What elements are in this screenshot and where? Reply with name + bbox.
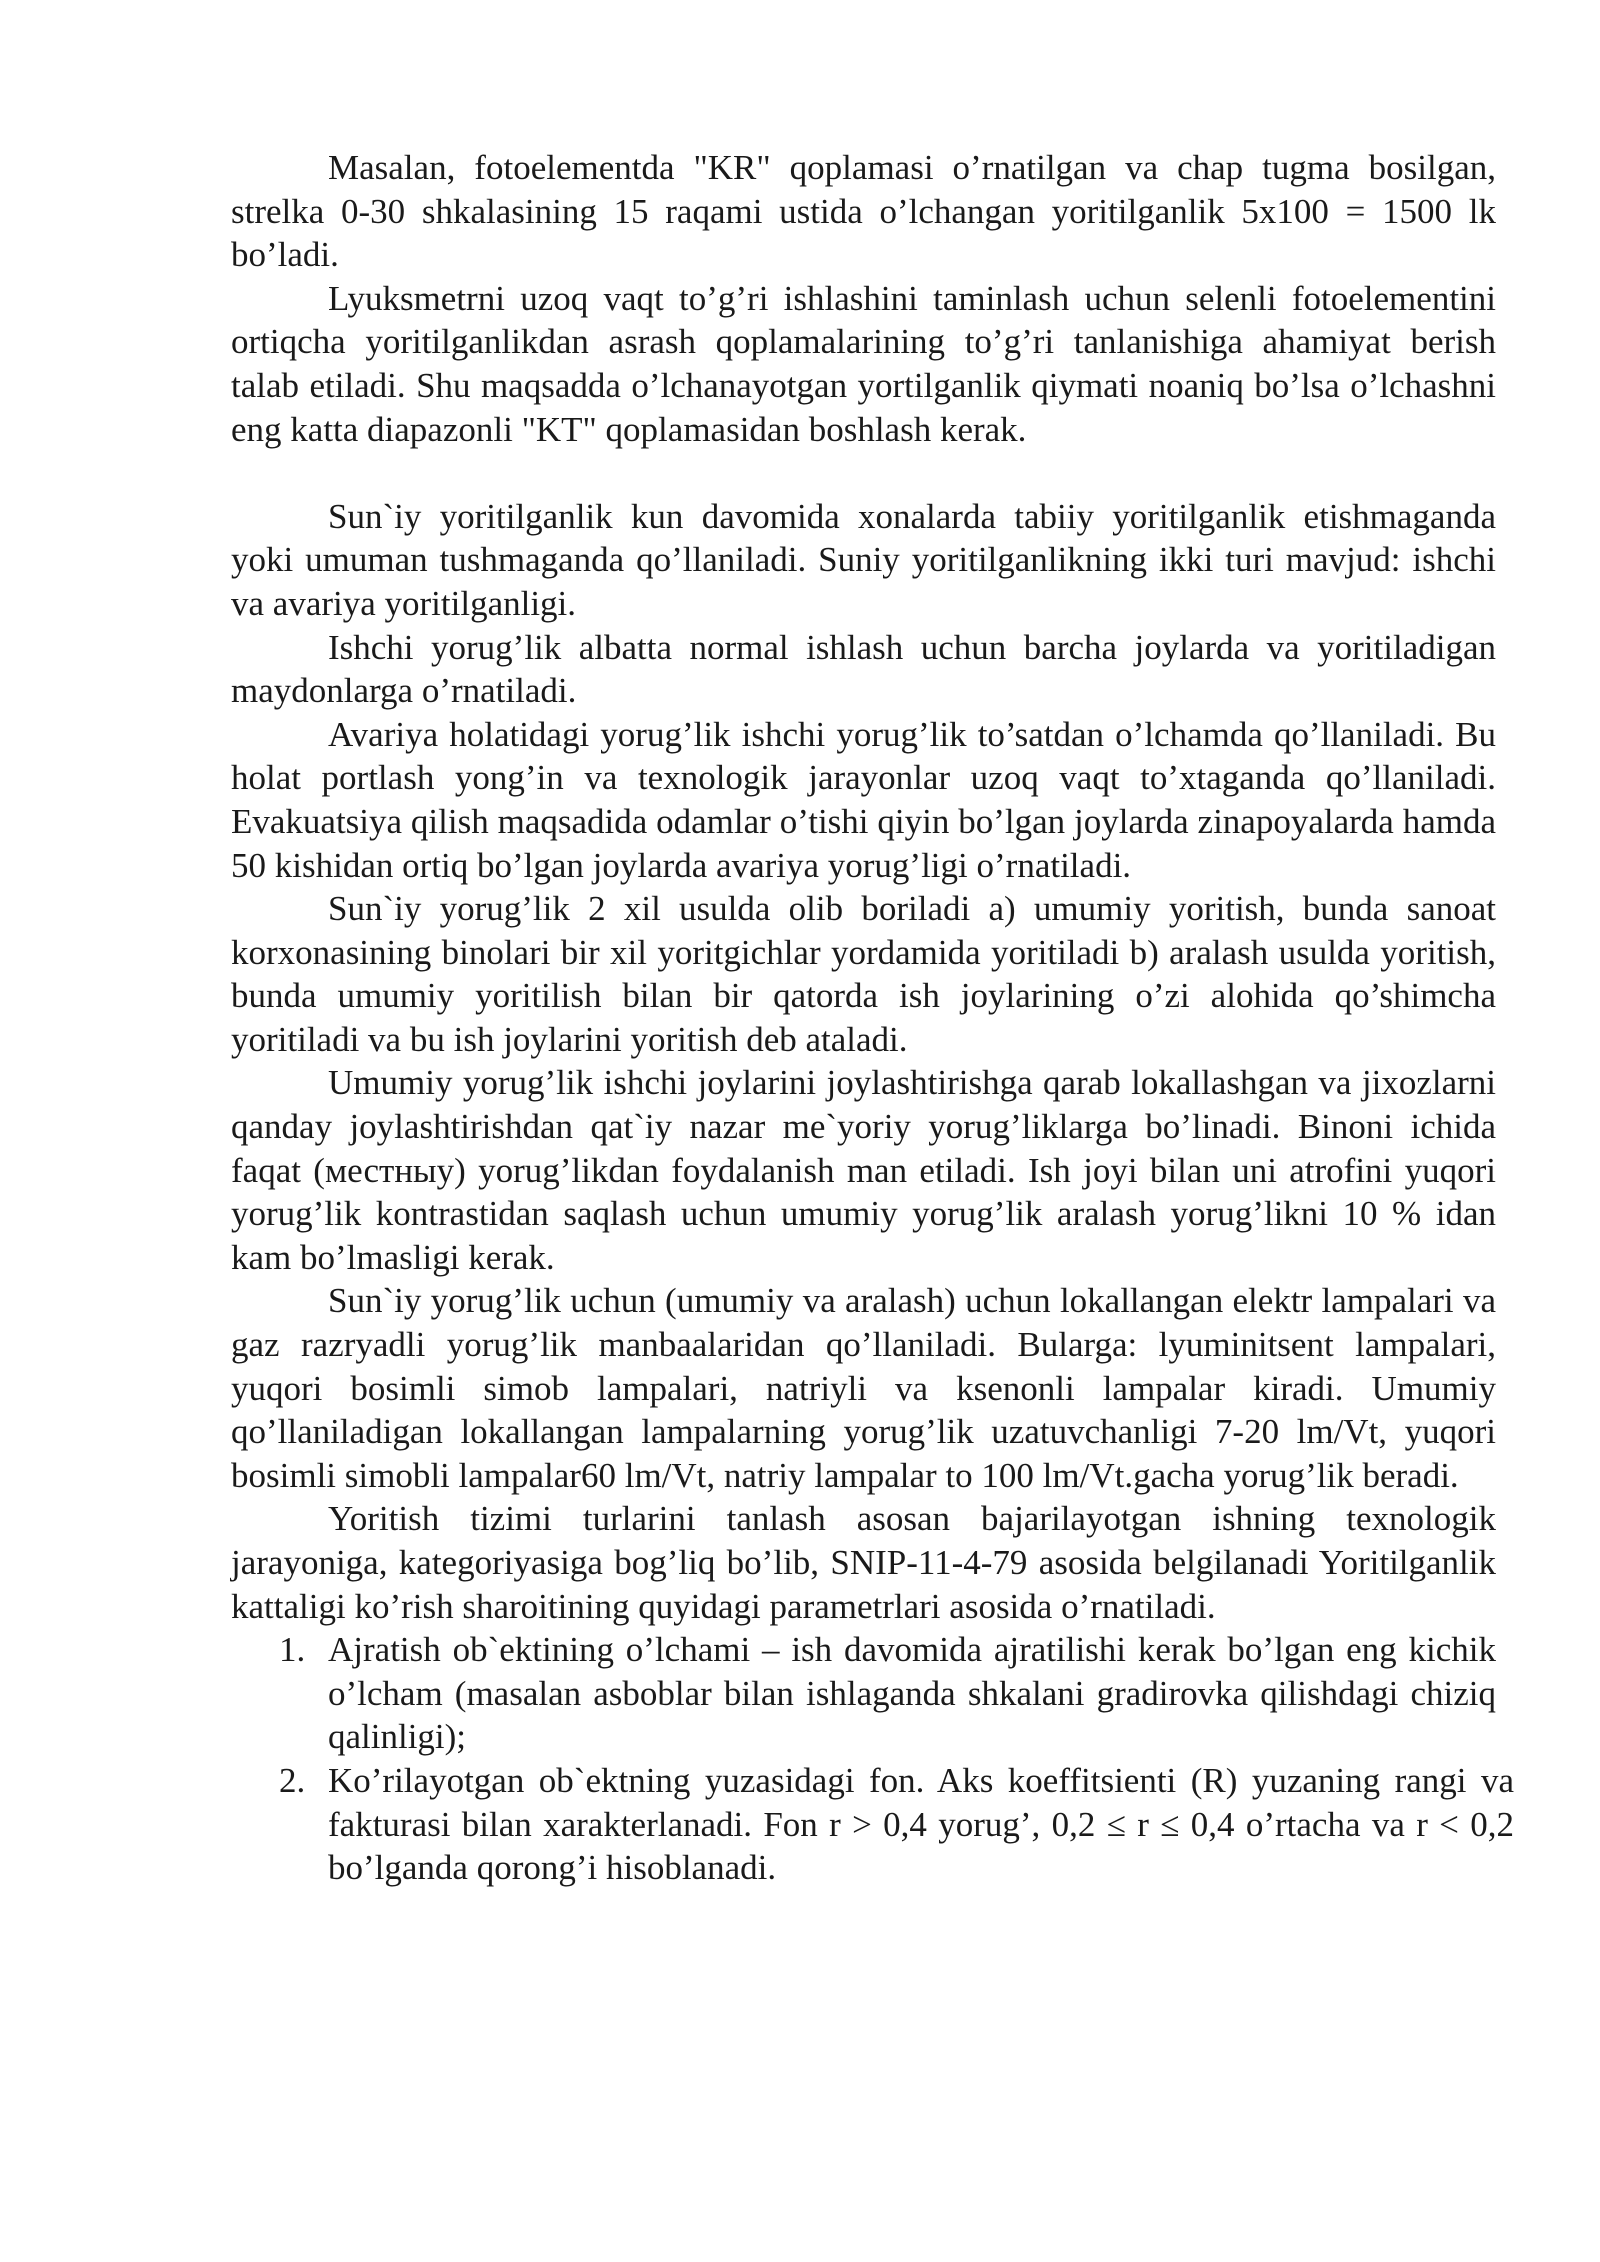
paragraph-luxmeter-care: Lyuksmetrni uzoq vaqt to’g’ri ishlashini taminlash uchun selenli fotoelementini ortiqcha yoritilganlikdan asrash qoplamalarining to’g’ri tanlanishiga ahamiyat berish talab etiladi. Shu maqsadda o’lchanayotgan yortilganlik qiymati noaniq bo’lsa o’lchashni eng katta diapazonli "KT" qoplamasidan boshlash kerak.	[231, 278, 1496, 449]
paragraph-general-lighting: Umumiy yorug’lik ishchi joylarini joylashtirishga qarab lokallashgan va jixozlarni qanday joylashtirishdan qat`iy nazar me`yoriy yorug’liklarga bo’linadi. Binoni ichida faqat (местныy) yorug’likdan foydalanish man etiladi. Ish joyi bilan uni atrofini yuqori yorug’lik kontrastidan saqlash uchun umumiy yorug’lik aralash yorug’likni 10 % idan kam bo’lmasligi kerak.	[231, 1063, 1496, 1277]
list-item	[231, 1759, 1514, 1890]
list-item	[231, 1628, 1496, 1759]
paragraph-lamp-types: Sun`iy yorug’lik uchun (umumiy va aralash) uchun lokallangan elektr lampalari va gaz razryadli yorug’lik manbaalaridan qo’llaniladi. Bularga: lyuminitsent lampalari, yuqori bosimli simob lampalari, natriyli va ksenonli lampalar kiradi. Umumiy qo’llaniladigan lokallangan lampalarning yorug’lik uzatuvchanligi 7-20 lm/Vt, yuqori bosimli simobli lampalar60 lm/Vt, natriy lampalar to 100 lm/Vt.gacha yorug’lik beradi.	[231, 1281, 1496, 1495]
paragraph-working-light: Ishchi yorug’lik albatta normal ishlash uchun barcha joylarda va yoritiladigan maydonlarga o’rnatiladi.	[231, 627, 1496, 711]
list-item-number: 2.	[279, 1760, 306, 1800]
paragraph-system-selection: Yoritish tizimi turlarini tanlash asosan bajarilayotgan ishning texnologik jarayoniga, kategoriyasiga bog’liq bo’lib, SNIP-11-4-79 asosida belgilanadi Yoritilganlik kattaligi ko’rish sharoitining quyidagi parametrlari asosida o’rnatiladi.	[231, 1499, 1496, 1626]
list-item-text: Ajratish ob`ektining o’lchami – ish davomida ajratilishi kerak bo’lgan eng kichik o’lcham (masalan asboblar bilan ishlaganda shkalani gradirovka qilishdagi chiziq qalinligi);	[328, 1630, 1496, 1757]
parameters-list	[231, 1628, 1514, 1890]
paragraph-kr-example: Masalan, fotoelementda "KR" qoplamasi o’rnatilgan va chap tugma bosilgan, strelka 0-30 shkalasining 15 raqami ustida o’lchangan yoritilganlik 5x100 = 1500 lk bo’ladi.	[231, 148, 1496, 275]
paragraph-spacer	[231, 451, 1496, 495]
document-page	[231, 146, 1514, 1890]
list-item-number: 1.	[279, 1630, 306, 1670]
paragraph-artificial-lighting: Sun`iy yoritilganlik kun davomida xonalarda tabiiy yoritilganlik etishmaganda yoki umuman tushmaganda qo’llaniladi. Suniy yoritilganlikning ikki turi mavjud: ishchi va avariya yoritilganligi.	[231, 496, 1496, 623]
list-item-text: Ko’rilayotgan ob`ektning yuzasidagi fon. Aks koeffitsienti (R) yuzaning rangi va fakturasi bilan xarakterlanadi. Fon r > 0,4 yorug’, 0,2 ≤ r ≤ 0,4 o’rtacha va r < 0,2 bo’lganda qorong’i hisoblanadi.	[328, 1760, 1514, 1888]
paragraph-lighting-methods: Sun`iy yorug’lik 2 xil usulda olib boriladi a) umumiy yoritish, bunda sanoat korxonasining binolari bir xil yoritgichlar yordamida yoritiladi b) aralash usulda yoritish, bunda umumiy yoritilish bilan bir qatorda ish joylarining o’zi alohida qo’shimcha yoritiladi va bu ish joylarini yoritish deb ataladi.	[231, 889, 1496, 1059]
paragraph-emergency-light: Avariya holatidagi yorug’lik ishchi yorug’lik to’satdan o’lchamda qo’llaniladi. Bu holat portlash yong’in va texnologik jarayonlar uzoq vaqt to’xtaganda qo’llaniladi. Evakuatsiya qilish maqsadida odamlar o’tishi qiyin bo’lgan joylarda zinapoyalarda hamda 50 kishidan ortiq bo’lgan joylarda avariya yorug’ligi o’rnatiladi.	[231, 714, 1496, 885]
